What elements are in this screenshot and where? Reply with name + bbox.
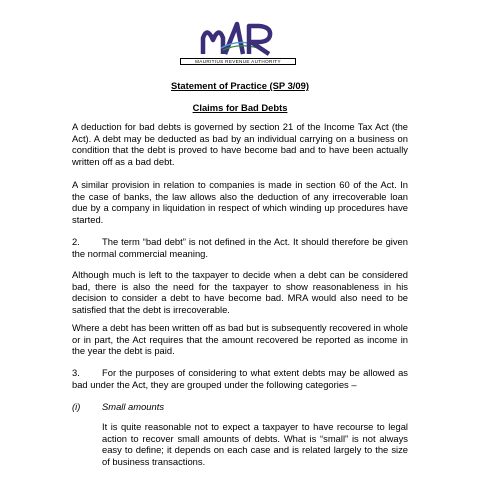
paragraph-text: It is quite reasonable not to expect a taxpayer to have recourse to legal action to recover small amounts of debts. What is “small” is not always easy to define; it depends on each case and is related largely to the size of business transactions.	[102, 421, 408, 467]
category-title: Small amounts	[102, 401, 165, 412]
paragraph-number: 3.	[72, 367, 80, 378]
paragraph	[72, 322, 408, 357]
document-subheading: Claims for Bad Debts	[192, 102, 288, 113]
paragraph-number: 2.	[72, 236, 80, 247]
paragraph	[72, 179, 408, 225]
paragraph	[72, 367, 408, 390]
mra-monogram-icon	[199, 18, 279, 58]
paragraph	[72, 236, 408, 259]
paragraph-text: Although much is left to the taxpayer to decide when a debt can be considered bad, there is also the need for the taxpayer to show reasonableness in his decision to consider a debt to have become bad. MRA would also need to be satisfied that the debt is irrecoverable.	[72, 269, 408, 315]
paragraph-text: A similar provision in relation to companies is made in section 60 of the Act. In the case of banks, the law allows also the deduction of any irrecoverable loan due by a company in liquidation in respect of which winding up procedures have started.	[72, 179, 408, 225]
paragraph	[72, 121, 408, 167]
logo-caption: MAURITIUS REVENUE AUTHORITY	[180, 58, 296, 65]
paragraph-text: Where a debt has been written off as bad but is subsequently recovered in whole or in part, the Act requires that the amount recovered be reported as income in the year the debt is paid.	[72, 322, 408, 357]
paragraph-text: A deduction for bad debts is governed by section 21 of the Income Tax Act (the Act). A debt may be deducted as bad by an individual carrying on a business on condition that the debt is proved to have become bad and to have been actually written off as a bad debt.	[72, 121, 408, 167]
paragraph-text: For the purposes of considering to what extent debts may be allowed as bad under the Act, they are grouped under the following categories –	[72, 367, 408, 390]
document-heading: Statement of Practice (SP 3/09)	[171, 80, 309, 91]
paragraph	[72, 269, 408, 315]
mra-logo	[180, 18, 298, 64]
truncated-next-line	[102, 473, 408, 479]
category-paragraph	[102, 421, 408, 467]
paragraph-text: The term “bad debt” is not defined in the Act. It should therefore be given the normal commercial meaning.	[72, 236, 408, 259]
category-label: (i)	[72, 401, 81, 412]
